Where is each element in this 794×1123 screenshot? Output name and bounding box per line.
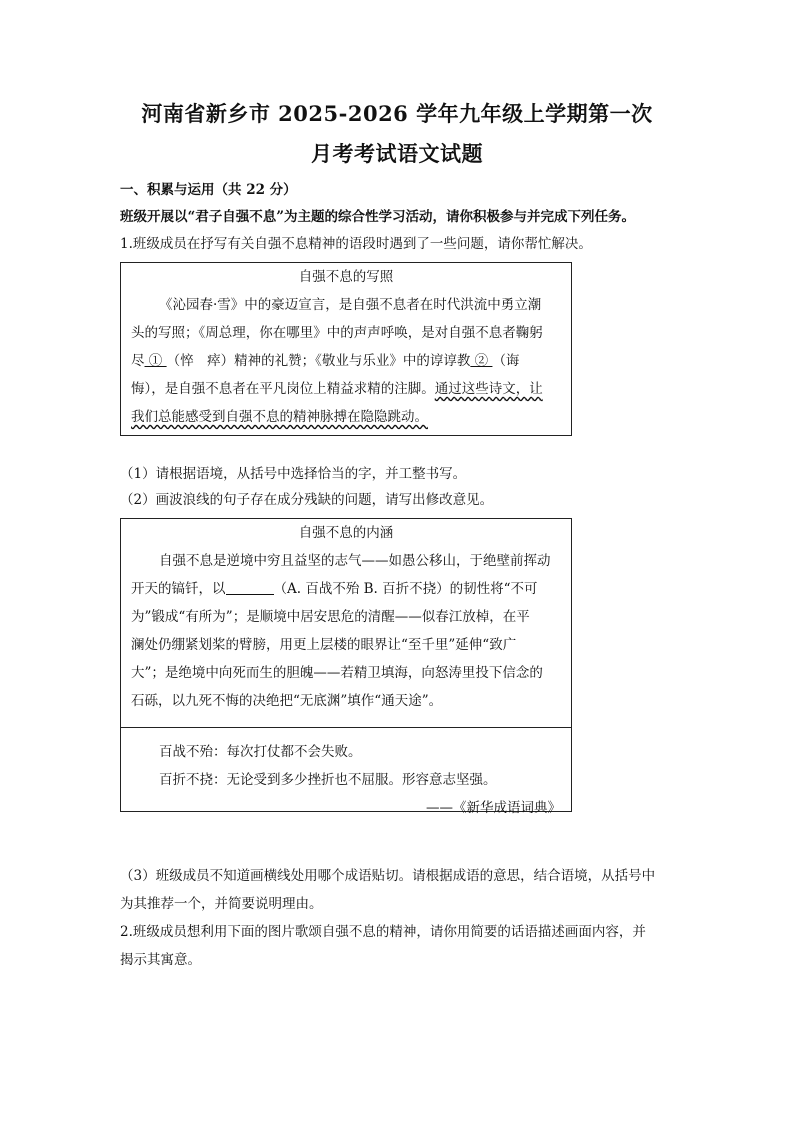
passage-box-2-line: 自强不息是逆境中穷且益坚的志气——如愚公移山，于绝壁前挥动 [159, 553, 551, 569]
question-1-3-line1: （3）班级成员不知道画横线处用哪个成语贴切。请根据成语的意思，结合语境，从括号中 [120, 868, 656, 884]
passage-box-1-line [121, 375, 571, 403]
passage-box-1-line [121, 403, 571, 431]
dictionary-source: ——《新华成语词典》 [426, 800, 561, 816]
wavy-sentence: 通过这些诗文，让 [434, 381, 543, 397]
sub-question-1: （1）请根据语境，从括号中选择恰当的字，并工整书写。 [120, 466, 467, 482]
section-heading: 一、积累与运用（共 22 分） [120, 182, 297, 198]
question-1-3-line2: 为其推荐一个，并简要说明理由。 [120, 896, 323, 912]
idiom-definition-2: 百折不挠：无论受到多少挫折也不屈服。形容意志坚强。 [159, 772, 497, 788]
passage-box-1-line [121, 347, 571, 375]
text-segment: （诲 [492, 353, 520, 369]
passage-box-1-title: 自强不息的写照 [298, 269, 394, 285]
divider [121, 727, 571, 738]
text-segment: 尽 [131, 353, 145, 369]
question-1: 1.班级成员在抒写有关自强不息精神的语段时遇到了一些问题，请你帮忙解决。 [120, 236, 592, 252]
passage-box-1-line: 《沁园春·雪》中的豪迈宣言，是自强不息者在时代洪流中勇立潮 [159, 297, 542, 313]
passage-box-1-line: 头的写照；《周总理，你在哪里》中的声声呼唤，是对自强不息者鞠躬 [131, 325, 543, 341]
blank-1: ① [144, 353, 167, 369]
question-2-line2: 揭示其寓意。 [120, 952, 201, 968]
passage-box-2-title: 自强不息的内涵 [298, 525, 394, 541]
passage-box-2-line: 为”锻成“有所为”；是顺境中居安思危的清醒——似春江放棹，在平 [131, 609, 530, 625]
blank-2: ② [470, 353, 493, 369]
passage-box-2-line [121, 575, 571, 603]
page-title-line1: 河南省新乡市 2025-2026 学年九年级上学期第一次 [141, 101, 653, 126]
idiom-definition-1: 百战不殆：每次打仗都不会失败。 [159, 744, 362, 760]
text-segment: 悔），是自强不息者在平凡岗位上精益求精的注脚。 [131, 381, 435, 397]
text-segment: 开天的镐钎，以 [131, 581, 226, 597]
passage-box-2-line: 石砾，以九死不悔的决绝把“无底渊”填作“通天途”。 [131, 693, 443, 709]
text-segment: （A. 百战不殆 B. 百折不挠）的韧性将“不可 [273, 581, 538, 597]
fill-blank [226, 580, 274, 595]
question-2-line1: 2.班级成员想利用下面的图片歌颂自强不息的精神，请你用简要的话语描述画面内容，并 [120, 924, 646, 940]
passage-box-1 [120, 262, 572, 436]
sub-question-2: （2）画波浪线的句子存在成分残缺的问题，请写出修改意见。 [120, 492, 494, 508]
wavy-sentence: 我们总能感受到自强不息的精神脉搏在隐隐跳动。 [131, 409, 428, 425]
section-intro: 班级开展以“君子自强不息”为主题的综合性学习活动，请你积极参与并完成下列任务。 [120, 209, 636, 225]
passage-box-2 [120, 518, 572, 816]
page-title-line2: 月考考试语文试题 [311, 141, 483, 166]
text-segment: （悴 瘁）精神的礼赞；《敬业与乐业》中的谆谆教 [166, 353, 471, 369]
passage-box-2-line: 澜处仍绷紧划桨的臂膀，用更上层楼的眼界让“至千里”延伸“致广 [131, 637, 517, 653]
passage-box-2-line: 大”；是绝境中向死而生的胆魄——若精卫填海，向怒涛里投下信念的 [131, 665, 543, 681]
